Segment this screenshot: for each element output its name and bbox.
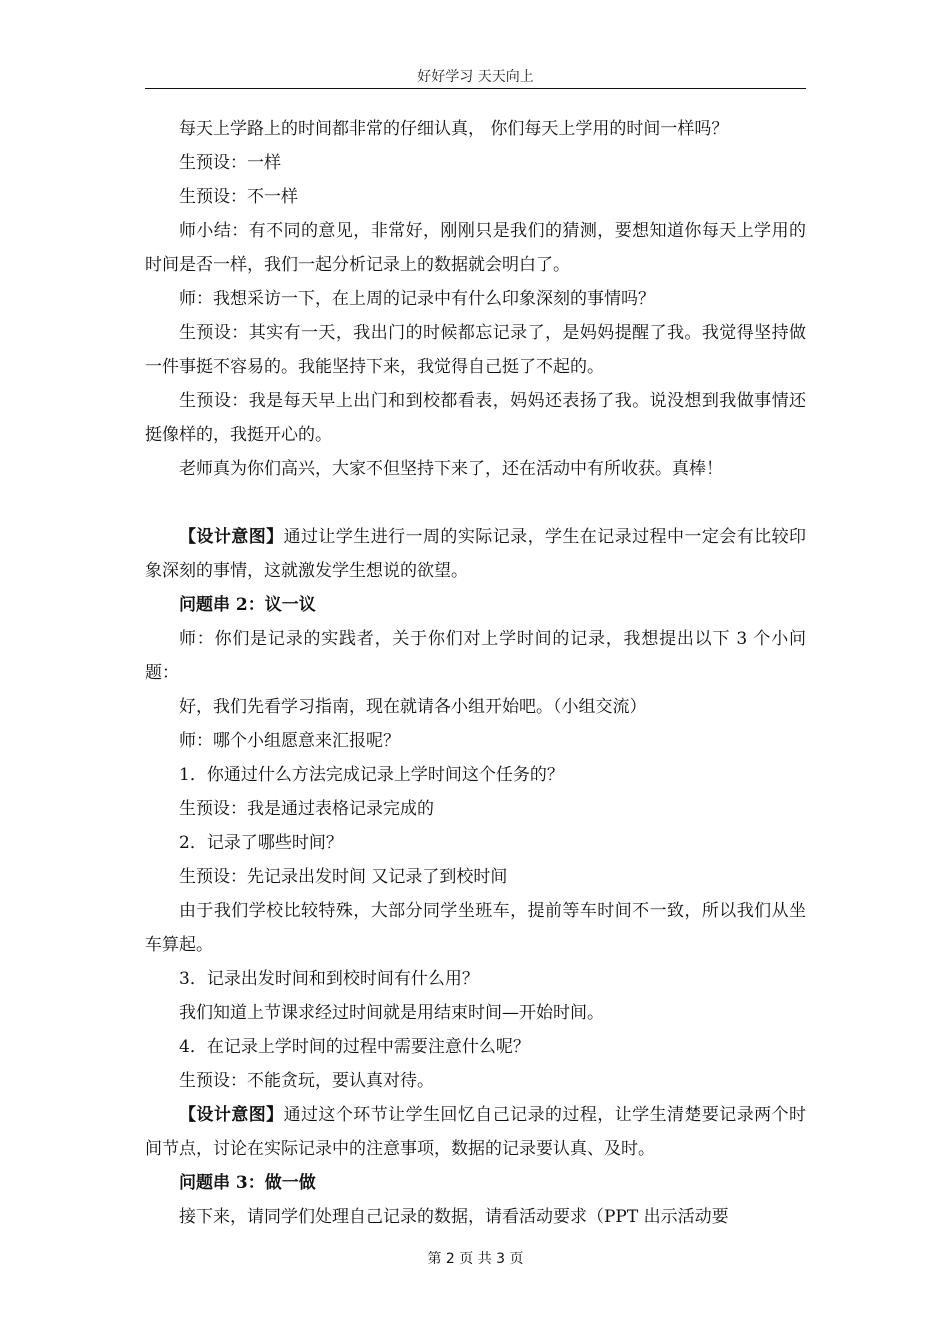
design-intent-2 — [145, 1098, 806, 1166]
design-intent-1 — [145, 520, 806, 588]
paragraph: 老师真为你们高兴，大家不但坚持下来了，还在活动中有所收获。真棒！ — [179, 459, 723, 479]
page-footer: 第 2 页 共 3 页 — [427, 1251, 524, 1267]
question-item: 1．你通过什么方法完成记录上学时间这个任务的？ — [179, 765, 564, 785]
paragraph: 好，我们先看学习指南，现在就请各小组开始吧。（小组交流） — [179, 697, 647, 717]
blank-line — [145, 486, 806, 520]
paragraph: 我们知道上节课求经过时间就是用结束时间—开始时间。 — [179, 1003, 604, 1023]
design-intent-text: 通过这个环节让学生回忆自己记录的过程，让学生清楚要记录两个时间节点，讨论在实际记录中的注意事项，数据的记录要认真、及时。 — [145, 1105, 807, 1159]
paragraph: 每天上学路上的时间都非常的仔细认真， 你们每天上学用的时间一样吗？ — [179, 119, 729, 139]
paragraph: 生预设：我是每天早上出门和到校都看表，妈妈还表扬了我。说没想到我做事情还挺像样的，我挺开心的。 — [145, 391, 806, 445]
page-header: 好好学习 天天向上 — [417, 69, 534, 85]
design-intent-label: 【设计意图】 — [179, 1105, 284, 1125]
question-item: 3．记录出发时间和到校时间有什么用？ — [179, 969, 479, 989]
paragraph: 生预设：不能贪玩，要认真对待。 — [179, 1071, 434, 1091]
section-heading-q3: 问题串 3：做一做 — [179, 1173, 316, 1193]
paragraph: 生预设：我是通过表格记录完成的 — [179, 799, 434, 819]
design-intent-label: 【设计意图】 — [179, 527, 284, 547]
paragraph: 生预设：一样 — [179, 153, 281, 173]
paragraph: 师：我想采访一下，在上周的记录中有什么印象深刻的事情吗？ — [179, 289, 655, 309]
paragraph: 生预设：不一样 — [179, 187, 298, 207]
question-item: 2．记录了哪些时间？ — [179, 833, 343, 853]
paragraph: 师小结：有不同的意见，非常好，刚刚只是我们的猜测，要想知道你每天上学用的时间是否一样，我们一起分析记录上的数据就会明白了。 — [145, 221, 806, 275]
paragraph: 生预设：先记录出发时间 又记录了到校时间 — [179, 867, 508, 887]
paragraph: 师：你们是记录的实践者，关于你们对上学时间的记录，我想提出以下 3 个小问题： — [145, 629, 806, 683]
paragraph: 接下来，请同学们处理自己记录的数据，请看活动要求（PPT 出示活动要 — [179, 1207, 729, 1227]
question-item: 4．在记录上学时间的过程中需要注意什么呢？ — [179, 1037, 530, 1057]
paragraph: 师：哪个小组愿意来汇报呢？ — [179, 731, 400, 751]
paragraph: 生预设：其实有一天，我出门的时候都忘记录了，是妈妈提醒了我。我觉得坚持做一件事挺不容易的。我能坚持下来，我觉得自己挺了不起的。 — [145, 323, 806, 377]
paragraph: 由于我们学校比较特殊，大部分同学坐班车，提前等车时间不一致，所以我们从坐车算起。 — [145, 901, 806, 955]
header-divider — [145, 88, 806, 89]
section-heading-q2: 问题串 2：议一议 — [179, 595, 316, 615]
design-intent-text: 通过让学生进行一周的实际记录，学生在记录过程中一定会有比较印象深刻的事情，这就激发学生想说的欲望。 — [145, 527, 807, 581]
document-body — [145, 112, 806, 1234]
